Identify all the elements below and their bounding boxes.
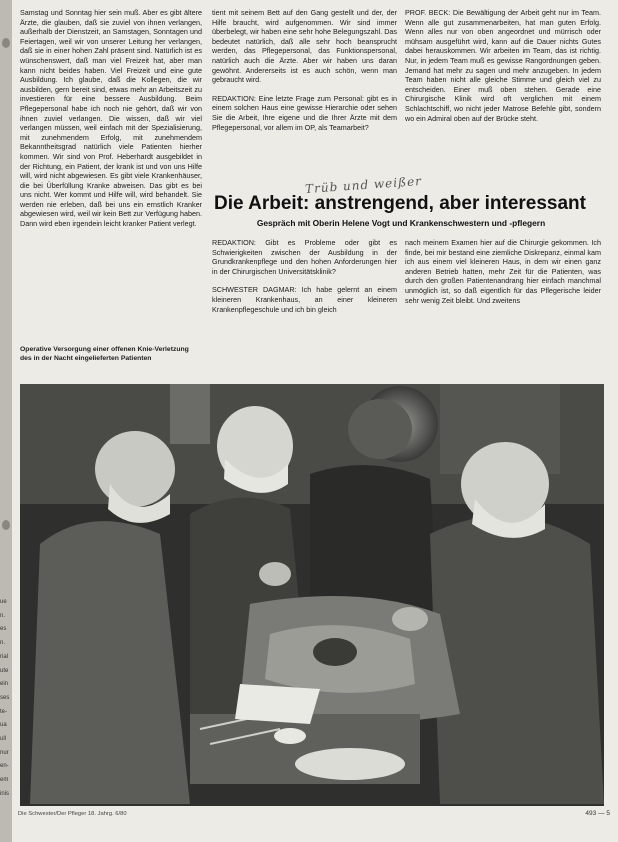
- margin-fragment: en-: [0, 763, 9, 770]
- adjacent-page-fragments: [0, 596, 12, 802]
- margin-fragment: ull: [0, 736, 7, 743]
- article-headline: Die Arbeit: anstrengend, aber interessant: [213, 193, 586, 214]
- interview-column-right: [405, 238, 601, 348]
- paragraph: nach meinem Examen hier auf die Chirurgie gekommen. Ich finde, bei mir bestand eine ziemliche Diskrepanz, einmal kam ich aus einem viel kleineren Haus, in dem wir einen ganz anderen Betrieb hatten, mehr Zeit für die Patienten, was durch den großen Patientenandrang hier einfach manchmal unmöglich ist, so daß eigentlich für das Pflegerische leider sehr wenig Zeit bleibt. Und zweitens: [405, 238, 601, 305]
- binder-hole: [2, 520, 10, 530]
- margin-fragment: ses: [0, 694, 10, 701]
- margin-fragment: te-: [0, 708, 8, 715]
- footer-publication: Die Schwester/Der Pfleger 18. Jahrg. 6/80: [18, 811, 127, 817]
- article-subheadline: Gespräch mit Oberin Helene Vogt und Krankenschwestern und -pflegern: [256, 218, 546, 228]
- binder-hole: [2, 38, 10, 48]
- margin-fragment: em: [0, 777, 9, 784]
- margin-fragment: es: [0, 626, 7, 633]
- surgery-photo-icon: [20, 384, 604, 806]
- paragraph: Samstag und Sonntag hier sein muß. Aber es gibt ältere Ärzte, die glauben, daß sie zuviel von ihnen verlangen, außerhalb der Dienstzeit, an Samstagen, Sonntagen und Feiertagen, weil wir von unserer Leitung her verlangen, daß sie in einer hohen Zahl präsent sind. Natürlich ist es wünschenswert, daß man viel Freizeit hat, aber man kann nicht beides haben. Viel Freizeit und eine gute Ausbildung. Ich glaube, daß die Kollegen, die wir ausbilden, gern bereit sind, etwas mehr an Arbeitszeit zu investieren für eine bessere Ausbildung. Beim Pflegepersonal habe ich noch nie gehört, daß wir von ihnen zuviel verlangen. Die wissen, daß wir viel verlangen müssen, weil einfach mit der Spezialisierung, mit zunehmendem Erfolg, mit zunehmendem Bekanntheitsgrad natürlich viele Patienten hierher kommen. Wir sind von Prof. Heberhardt ausgebildet in der Richtung, ein Patient, der krank ist und von uns Hilfe will, wird nicht abgewiesen. Es gibt viele Krankenhäuser, die bei Überfüllung Kranke abweisen. Das gibt es bei uns nicht. Wer kommt und Hilfe will, wird behandelt. Sie werden nie erleben, daß bei uns ein ernstlich Kranker abgewiesen wird, weil wir kein Bett zur Verfügung haben. Dann wird eben irgendein leicht kranker Patient verlegt.: [20, 8, 202, 229]
- interview-column-mid: [212, 238, 397, 348]
- margin-fragment: n.: [0, 640, 6, 647]
- margin-fragment: n.: [0, 612, 6, 619]
- margin-fragment: ute: [0, 667, 9, 674]
- paragraph: PROF. BECK: Die Bewältigung der Arbeit geht nur im Team. Wenn alle gut zusammenarbeiten, hat man guten Erfolg. Wenn alles nur von oben angeordnet und mürrisch oder mühsam ausgeführt wird, kann auf die Dauer nichts Gutes dabei herauskommen. Wir arbeiten im Team, das ist richtig. Nur, in jedem Team muß es gewisse Rangordnungen geben. Jemand hat mehr zu sagen und mehr anzugeben. In jedem Team haben nicht alle gleiche Stimme und gleich viel zu entscheiden. Einer muß oben stehen. Gerade eine Chirurgische Klinik wird oft verglichen mit einem Schlachtschiff, wo nicht jeder Matrose Befehle gibt, sondern wo ein Admiral oben auf der Brücke steht.: [405, 8, 601, 123]
- margin-fragment: ue: [0, 599, 7, 605]
- margin-fragment: inis: [0, 790, 10, 797]
- paragraph: REDAKTION: Gibt es Probleme oder gibt es Schwierigkeiten zwischen der Ausbildung in der Grundkrankenpflege und den hohen Anforderungen hier in der Chirurgischen Universitätsklinik?: [212, 238, 397, 276]
- surgery-photo: [20, 384, 604, 806]
- footer-page-number: 493 — 5: [585, 810, 610, 817]
- article-column-left: [20, 8, 202, 338]
- margin-fragment: nur: [0, 749, 9, 756]
- handwritten-note: Trüb und weißer: [304, 173, 423, 197]
- article-column-right: [405, 8, 601, 193]
- margin-fragment: rial: [0, 653, 9, 660]
- paragraph: tient mit seinem Bett auf den Gang gestellt und der, der Hilfe braucht, wird aufgenommen. Wir sind immer überbelegt, wir haben eine sehr hohe Belegungszahl. Das bedeutet natürlich, daß alle sehr hoch beansprucht werden, das Pflegepersonal, das Funktionspersonal, natürlich auch die Ärzte. Aber wir haben uns daran gewöhnt. Andererseits ist es auch schön, wenn man gebraucht wird.: [212, 8, 397, 85]
- photo-caption: Operative Versorgung einer offenen Knie-Verletzung des in der Nacht eingelieferten Patienten: [20, 346, 189, 362]
- margin-fragment: ein: [0, 681, 9, 688]
- paragraph: SCHWESTER DAGMAR: Ich habe gelernt an einem kleineren Krankenhaus, an einer kleineren Krankenpflegeschule und ich bin gleich: [212, 285, 397, 314]
- magazine-page: [12, 0, 618, 842]
- article-column-mid: [212, 8, 397, 193]
- margin-fragment: ua: [0, 722, 7, 729]
- paragraph: REDAKTION: Eine letzte Frage zum Personal: gibt es in einem solchen Haus eine gewisse Hierarchie oder sehen Sie die Arbeit, Ihre eigene und die Ihrer Ärzte mit dem Pflegepersonal, vor allem im OP, als Teamarbeit?: [212, 93, 397, 132]
